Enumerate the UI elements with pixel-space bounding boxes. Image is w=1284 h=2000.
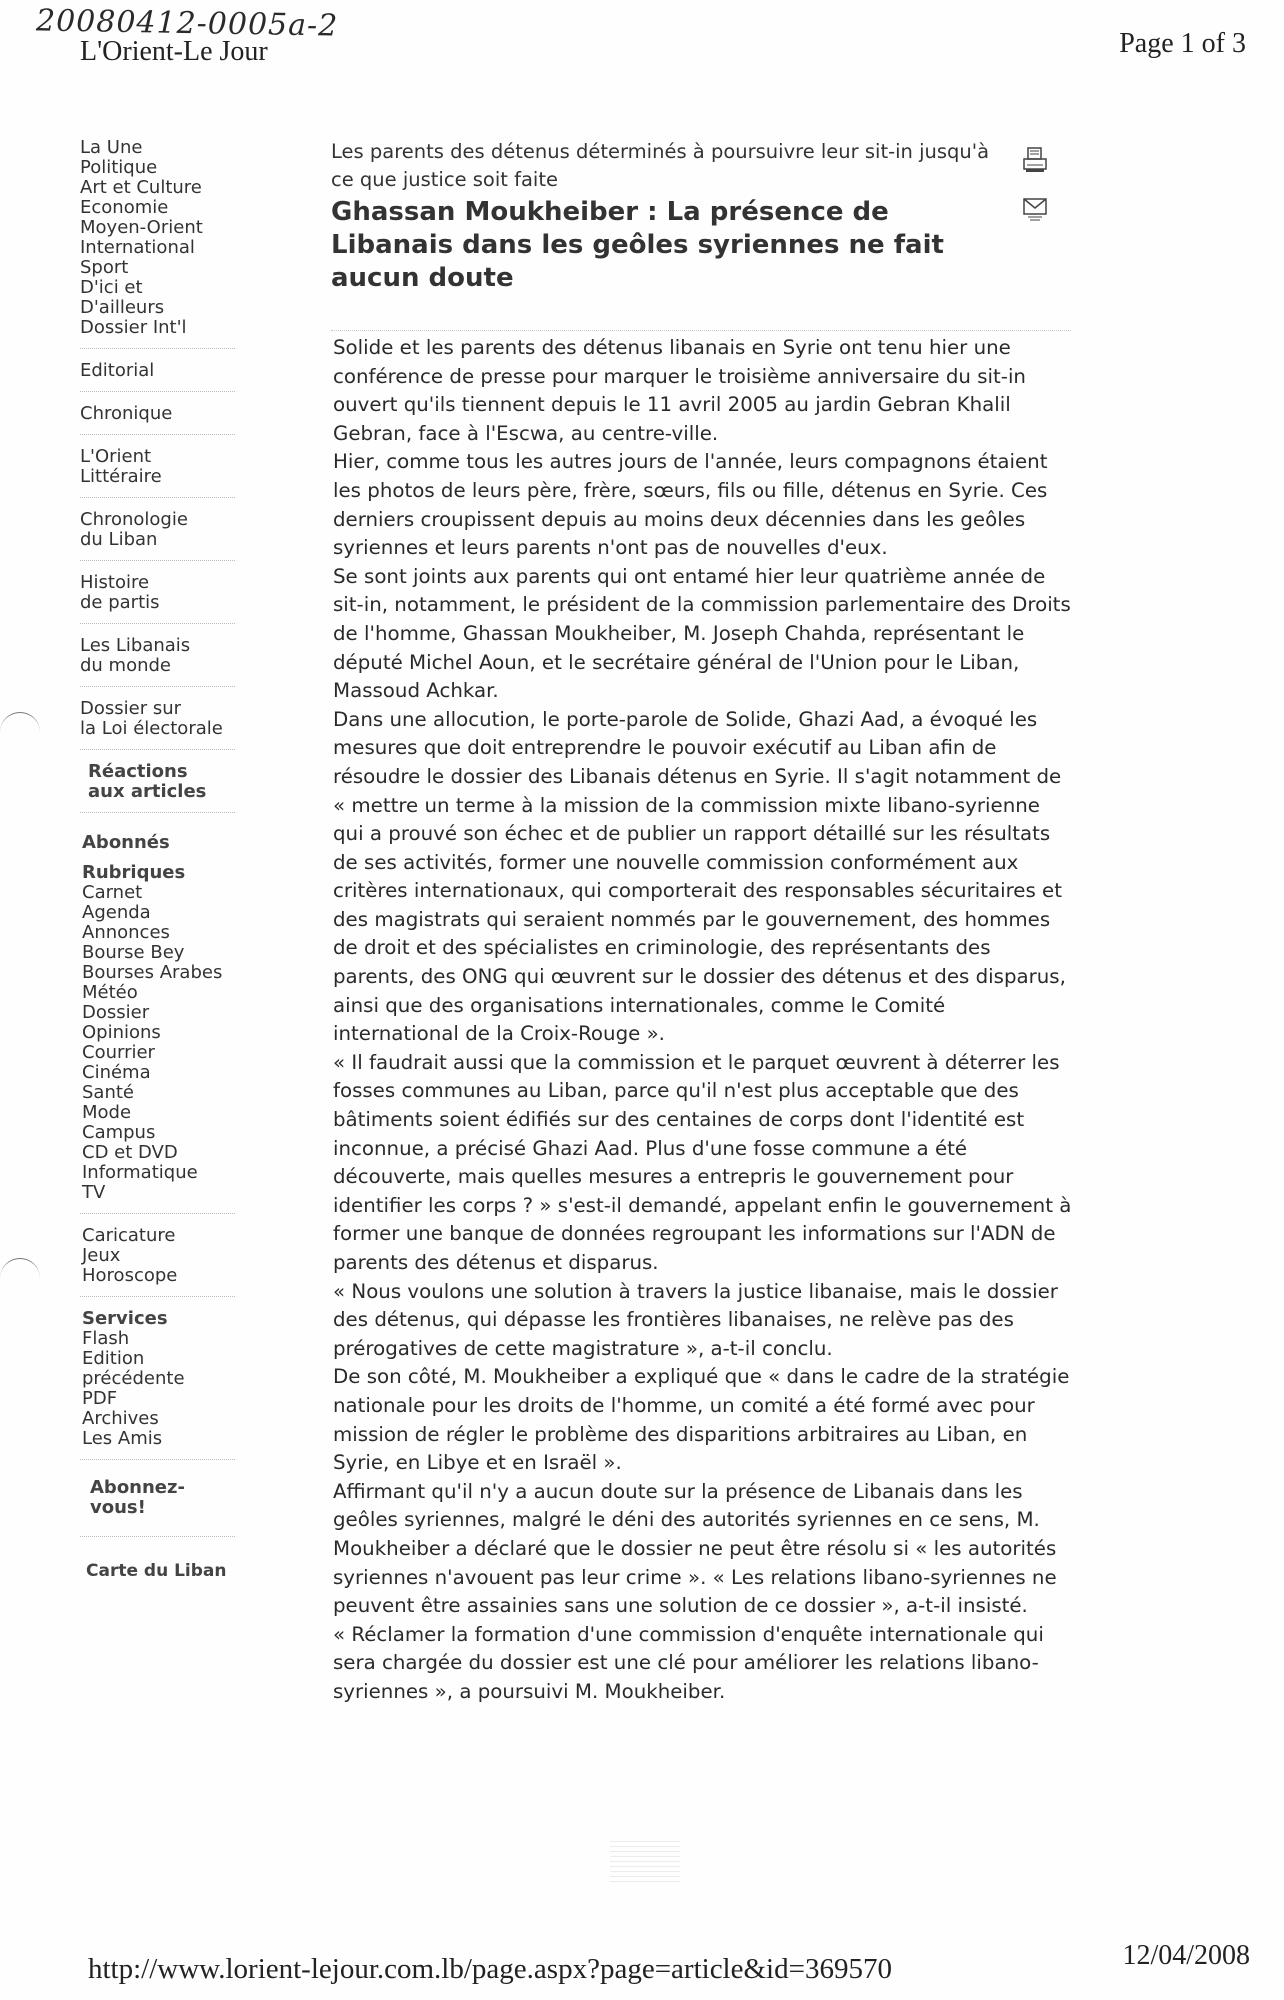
article-paragraph: Affirmant qu'il n'y a aucun doute sur la présence de Libanais dans les geôles syriennes, malgré le déni des autorités syriennes en ce sens, M. Moukheiber a déclaré que le dossier ne peut être résolu si « les autorités syriennes n'avouent pas leur crime ». « Les relations libano-syriennes ne peuvent être assainies sans une solution de ce dossier », a-t-il insisté. [333,1479,1057,1618]
nav-art-culture[interactable]: Art et Culture [80,177,202,198]
article-header [331,138,1071,295]
nav-label: L'Orient [80,446,152,467]
nav-label: du Liban [80,529,158,550]
services-heading: Services [82,1308,168,1329]
nav-economie[interactable]: Economie [80,197,169,218]
nav-horoscope[interactable]: Horoscope [82,1265,178,1286]
divider [80,1536,235,1537]
nav-chronique[interactable]: Chronique [80,403,173,424]
nav-abonnez[interactable] [80,1478,280,1518]
nav-informatique[interactable]: Informatique [82,1162,198,1183]
nav-politique[interactable]: Politique [80,157,158,178]
nav-flash[interactable]: Flash [82,1328,130,1349]
nav-annonces[interactable]: Annonces [82,922,170,943]
divider [80,1296,235,1297]
scan-smudge [610,1838,680,1882]
divider [80,686,235,687]
nav-international[interactable]: International [80,237,195,258]
nav-bourse-bey[interactable]: Bourse Bey [82,942,185,963]
sidebar-nav [80,138,280,1581]
divider [80,749,235,750]
divider [80,348,235,349]
nav-label: Chronologie [80,509,188,530]
handwritten-reference: 20080412-0005a-2 [35,3,339,44]
sidebar-main-sections [80,138,280,338]
nav-cinema[interactable]: Cinéma [82,1062,151,1083]
article-paragraph: Se sont joints aux parents qui ont entamé hier leur quatrième année de sit-in, notamment, le président de la commission parlementaire des Droits de l'homme, Ghassan Moukheiber, M. Joseph Chahda, représentant le député Michel Aoun, et le secrétaire général de l'Union pour le Liban, Massoud Achkar. [333,564,1071,703]
nav-cd-dvd[interactable]: CD et DVD [82,1142,178,1163]
nav-label: Réactions [88,761,188,782]
article-paragraph: Dans une allocution, le porte-parole de Solide, Ghazi Aad, a évoqué les mesures que doit entreprendre le pouvoir exécutif au Liban afin de résoudre le dossier des Libanais détenus en Syrie. Il s'agit notamment de « mettre un terme à la mission de la commission mixte libano-syrienne qui a prouvé son échec et de publier un rapport détaillé sur les résultats de ses activités, former une nouvelle commission conformément aux critères internationaux, qui comporterait des responsables sécuritaires et des magistrats qui seraient nommés par le gouvernement, des hommes de droit et des spécialistes en criminologie, des représentants des parents, des ONG qui œuvrent sur le dossier des détenus et des disparus, ainsi que des organisations internationales, comme le Comité international de la Croix-Rouge ». [333,707,1066,1046]
nav-edition[interactable]: Edition [82,1348,145,1369]
nav-label: du monde [80,655,172,676]
nav-dossier-intl[interactable]: Dossier Int'l [80,317,187,338]
nav-pdf[interactable]: PDF [82,1388,118,1409]
nav-courrier[interactable]: Courrier [82,1042,155,1063]
nav-agenda[interactable]: Agenda [82,902,151,923]
nav-sante[interactable]: Santé [82,1082,134,1103]
article-body [333,334,1075,1707]
nav-precedente[interactable]: précédente [82,1368,185,1389]
header-divider [331,330,1071,331]
email-icon[interactable] [1020,193,1050,223]
nav-editorial[interactable]: Editorial [80,360,155,381]
nav-jeux[interactable]: Jeux [82,1245,121,1266]
divider [80,812,235,813]
nav-archives[interactable]: Archives [82,1408,159,1429]
divider [80,560,235,561]
article-paragraph: « Réclamer la formation d'une commission d'enquête internationale qui sera chargée du dossier est une clé pour améliorer les relations libano-syriennes », a poursuivi M. Moukheiber. [333,1622,1044,1703]
article-paragraph: Solide et les parents des détenus libanais en Syrie ont tenu hier une conférence de presse pour marquer le troisième anniversaire du sit-in ouvert qu'ils tiennent depuis le 11 avril 2005 au jardin Gebran Khalil Gebran, face à l'Escwa, au centre-ville. [333,336,1026,445]
nav-label: Littéraire [80,466,162,487]
article-paragraph: « Nous voulons une solution à travers la justice libanaise, mais le dossier des détenus, qui dépasse les frontières libanaises, ne relève pas des prérogatives de cette magistrature », a-t-il conclu. [333,1279,1058,1360]
article-paragraph: De son côté, M. Moukheiber a expliqué que « dans le cadre de la stratégie nationale pour les droits de l'homme, un comité a été formé avec pour mission de régler le problème des disparitions arbitraires au Liban, en Syrie, en Libye et en Israël ». [333,1365,1070,1475]
nav-moyen-orient[interactable]: Moyen-Orient [80,217,203,238]
nav-carnet[interactable]: Carnet [82,882,143,903]
divider [80,623,235,624]
printer-icon[interactable] [1020,145,1050,175]
nav-caricature[interactable]: Caricature [82,1225,176,1246]
nav-les-amis[interactable]: Les Amis [82,1428,163,1449]
nav-label: de partis [80,592,160,613]
nav-dossier[interactable]: Dossier [82,1002,150,1023]
nav-libanais-monde[interactable] [80,636,280,676]
nav-bourses-arabes[interactable]: Bourses Arabes [82,962,223,983]
rubriques-heading: Rubriques [82,862,186,883]
article-headline: Ghassan Moukheiber : La présence de Libanais dans les geôles syriennes ne fait aucun doute [331,197,944,293]
nav-dossier-loi[interactable] [80,699,280,739]
divider [80,434,235,435]
rubriques-section [80,863,280,1203]
nav-opinions[interactable]: Opinions [82,1022,161,1043]
services-section [80,1309,280,1449]
nav-label: la Loi électorale [80,718,223,739]
nav-mode[interactable]: Mode [82,1102,132,1123]
article-kicker: Les parents des détenus déterminés à poursuivre leur sit-in jusqu'à ce que justice soit faite [331,140,990,191]
nav-histoire[interactable] [80,573,280,613]
nav-dici-et[interactable]: D'ici et [80,277,143,298]
nav-label: Abonnez- [90,1477,185,1498]
divider [80,1213,235,1214]
nav-sport[interactable]: Sport [80,257,129,278]
nav-label: Histoire [80,572,150,593]
divider [80,391,235,392]
carte-section [80,1561,280,1581]
article-paragraph: Hier, comme tous les autres jours de l'année, leurs compagnons étaient les photos de leurs père, frère, sœurs, fils ou fille, détenus en Syrie. Ces derniers croupissent depuis au moins deux décennies dans les geôles syriennes et leurs parents n'ont pas de nouvelles d'eux. [333,450,1048,560]
nav-label: Les Libanais [80,635,191,656]
nav-la-une[interactable]: La Une [80,137,143,158]
article-paragraph: « Il faudrait aussi que la commission et le parquet œuvrent à déterrer les fosses communes au Liban, parce qu'il n'est plus acceptable que des bâtiments soient édifiés sur des centaines de corps dont l'identité est inconnue, a précisé Ghazi Aad. Plus d'une fosse commune a été découverte, mais quelles mesures a entrepris le gouvernement pour identifier les corps ? » s'est-il demandé, appelant enfin le gouvernement à former une banque de données regroupant les informations sur l'ADN de parents des détenus et disparus. [333,1050,1072,1274]
abonnes-section [80,833,280,853]
nav-reactions[interactable] [80,762,280,802]
nav-tv[interactable]: TV [82,1182,106,1203]
nav-dailleurs[interactable]: D'ailleurs [80,297,165,318]
nav-orient-litteraire[interactable] [80,447,280,487]
site-name: L'Orient-Le Jour [80,36,268,67]
nav-campus[interactable]: Campus [82,1122,156,1143]
page-number: Page 1 of 3 [1119,28,1246,59]
nav-abonnes[interactable]: Abonnés [82,832,170,853]
divider [80,1459,235,1460]
page-url: http://www.lorient-lejour.com.lb/page.aspx?page=article&id=369570 [88,1953,892,1985]
nav-meteo[interactable]: Météo [82,982,138,1003]
scan-mark [0,712,40,743]
nav-carte-liban[interactable]: Carte du Liban [86,1561,227,1581]
print-date: 12/04/2008 [1122,1940,1250,1971]
scan-mark [0,1258,40,1289]
misc-section [80,1226,280,1286]
nav-chronologie[interactable] [80,510,280,550]
nav-label: vous! [90,1497,146,1518]
nav-label: aux articles [88,781,207,802]
article-tools [1020,145,1060,241]
divider [80,497,235,498]
nav-label: Dossier sur [80,698,182,719]
